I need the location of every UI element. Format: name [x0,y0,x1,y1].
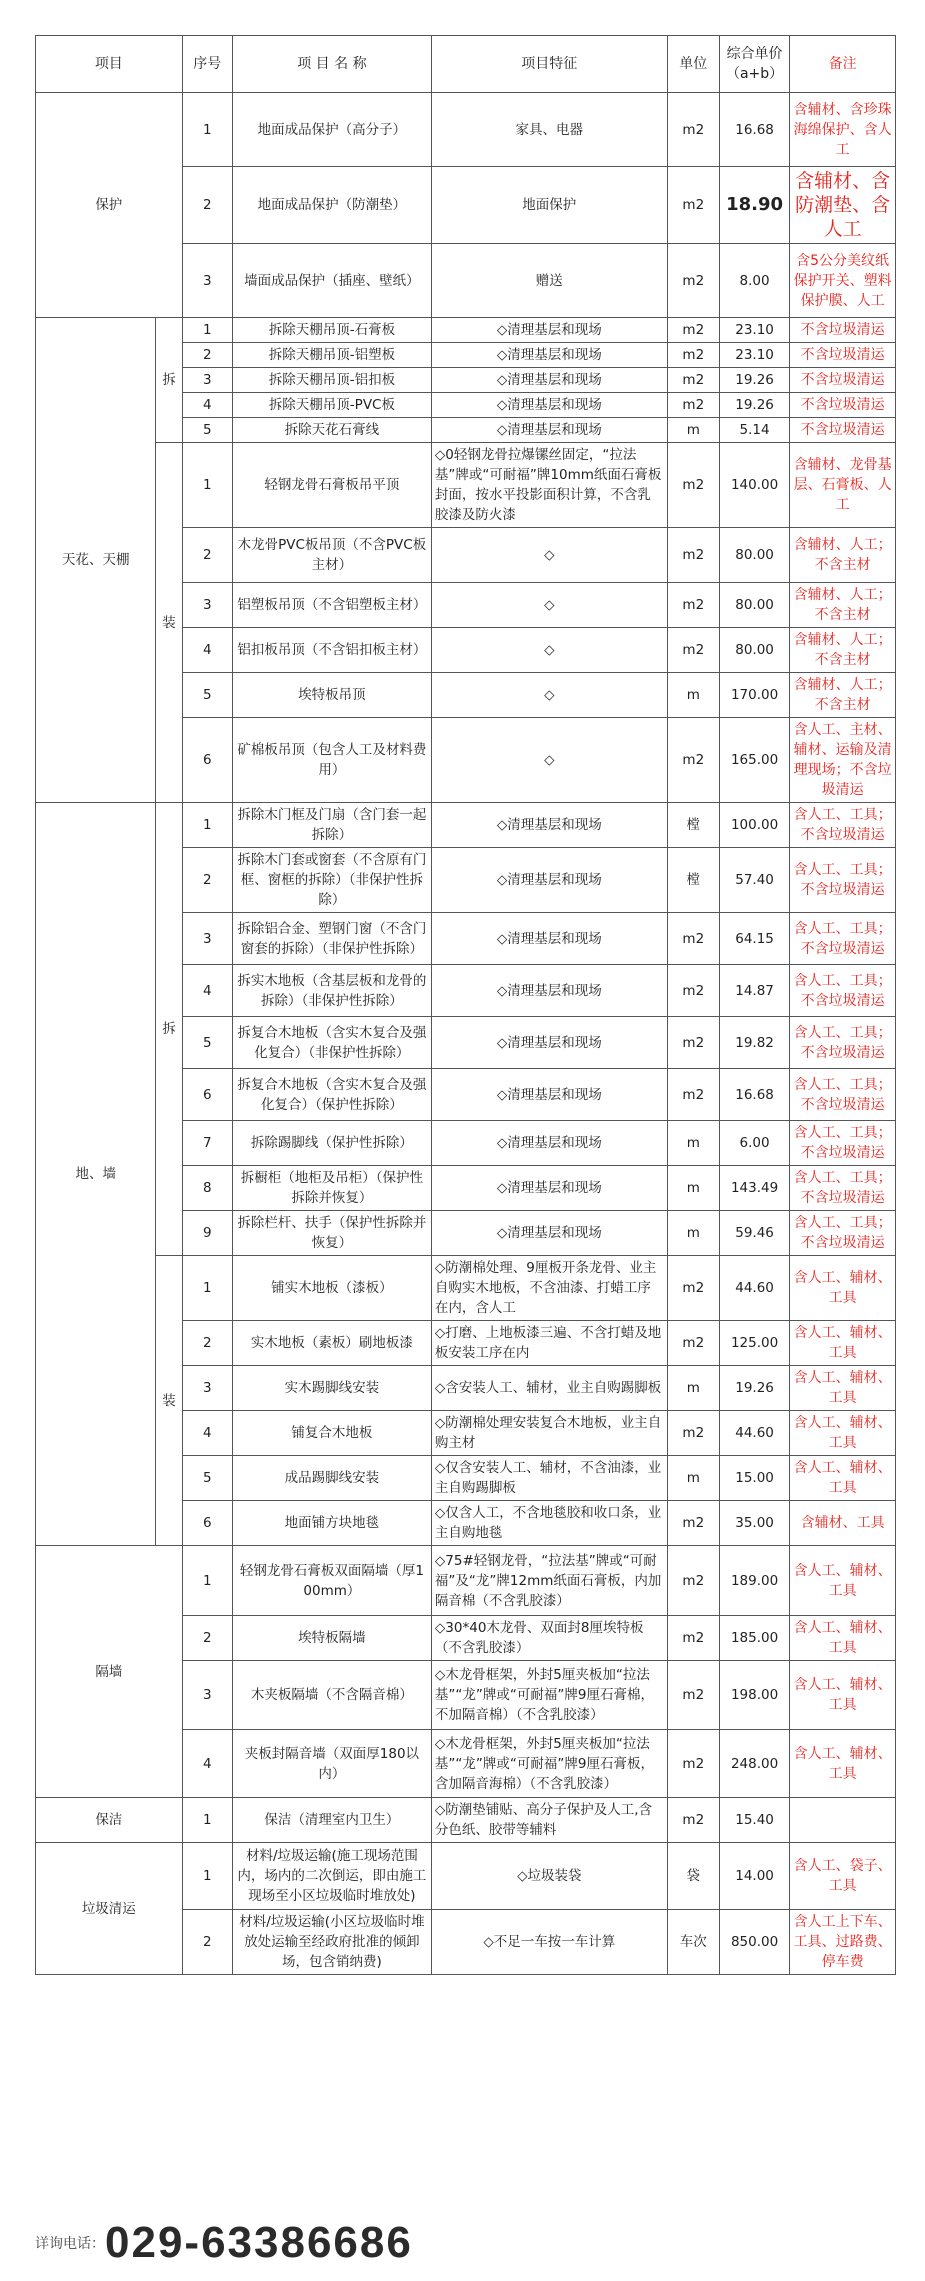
header-row [36,36,896,93]
row-feature: ◇ [431,628,667,673]
row-feature: ◇不足一车按一车计算 [431,1910,667,1975]
category-cell: 地、墙 [36,803,156,1546]
row-note: 含辅材、含防潮垫、含人工 [790,167,896,244]
row-name: 木夹板隔墙（不含隔音棉） [232,1661,431,1730]
row-name: 拆实木地板（含基层板和龙骨的拆除）（非保护性拆除） [232,965,431,1017]
row-price: 850.00 [719,1910,789,1975]
row-feature: 地面保护 [431,167,667,244]
header-unit: 单位 [667,36,719,93]
table-row [36,803,896,848]
row-unit: m2 [667,583,719,628]
subcategory-cell: 装 [156,443,182,803]
row-note [790,1798,896,1843]
row-feature: ◇清理基层和现场 [431,1211,667,1256]
row-price: 23.10 [719,318,789,343]
row-name: 地面铺方块地毯 [232,1501,431,1546]
row-unit: m [667,1166,719,1211]
row-no: 6 [182,1501,232,1546]
row-feature: ◇木龙骨框架，外封5厘夹板加“拉法基”“龙”牌或“可耐福”牌9厘石膏板，含加隔音海棉）（不含乳胶漆） [431,1730,667,1798]
table-row [36,443,896,528]
row-unit: m [667,1211,719,1256]
row-unit: m [667,1121,719,1166]
row-price: 14.87 [719,965,789,1017]
row-unit: m2 [667,1546,719,1616]
row-feature: ◇清理基层和现场 [431,1069,667,1121]
row-name: 轻钢龙骨石膏板双面隔墙（厚100mm） [232,1546,431,1616]
row-name: 拆除木门套或窗套（不含原有门框、窗框的拆除）（非保护性拆除） [232,848,431,913]
row-note: 含人工、工具；不含垃圾清运 [790,848,896,913]
row-unit: 樘 [667,848,719,913]
row-price: 57.40 [719,848,789,913]
row-note: 含辅材、人工；不含主材 [790,583,896,628]
table-row [36,1256,896,1321]
table-row [36,93,896,167]
row-unit: m2 [667,368,719,393]
row-no: 5 [182,1017,232,1069]
row-note: 含人工、辅材、工具 [790,1456,896,1501]
row-price: 35.00 [719,1501,789,1546]
row-unit: m2 [667,1730,719,1798]
row-no: 2 [182,1321,232,1366]
row-no: 1 [182,803,232,848]
row-unit: m2 [667,244,719,318]
row-feature: ◇含安装人工、辅材，业主自购踢脚板 [431,1366,667,1411]
row-no: 2 [182,528,232,583]
row-note: 含人工、工具；不含垃圾清运 [790,1017,896,1069]
row-no: 9 [182,1211,232,1256]
row-unit: m2 [667,1256,719,1321]
row-price: 198.00 [719,1661,789,1730]
row-unit: m [667,1456,719,1501]
row-feature: ◇0轻钢龙骨拉爆镙丝固定，“拉法基”牌或“可耐福”牌10mm纸面石膏板封面，按水平投影面积计算，不含乳胶漆及防火漆 [431,443,667,528]
row-price: 143.49 [719,1166,789,1211]
row-note: 含辅材、龙骨基层、石膏板、人工 [790,443,896,528]
row-no: 3 [182,1366,232,1411]
row-feature: ◇仅含人工，不含地毯胶和收口条，业主自购地毯 [431,1501,667,1546]
row-name: 拆除踢脚线（保护性拆除） [232,1121,431,1166]
row-feature: 家具、电器 [431,93,667,167]
row-note: 含人工、辅材、工具 [790,1321,896,1366]
subcategory-cell: 拆 [156,803,182,1256]
row-feature: ◇垃圾装袋 [431,1843,667,1910]
row-price: 44.60 [719,1256,789,1321]
row-name: 地面成品保护（高分子） [232,93,431,167]
header-no: 序号 [182,36,232,93]
row-note: 含人工、工具；不含垃圾清运 [790,803,896,848]
row-price: 170.00 [719,673,789,718]
table-row [36,1798,896,1843]
row-unit: m2 [667,318,719,343]
row-name: 拆除木门框及门扇（含门套一起拆除） [232,803,431,848]
row-no: 5 [182,418,232,443]
row-unit: m2 [667,167,719,244]
row-name: 铝扣板吊顶（不含铝扣板主材） [232,628,431,673]
row-price: 6.00 [719,1121,789,1166]
row-name: 拆除天棚吊顶-铝扣板 [232,368,431,393]
header-note: 备注 [790,36,896,93]
contact-phone [35,2218,413,2268]
row-name: 拆除天棚吊顶-铝塑板 [232,343,431,368]
row-no: 4 [182,1411,232,1456]
row-name: 铺实木地板（漆板） [232,1256,431,1321]
row-note: 含人工、袋子、工具 [790,1843,896,1910]
row-no: 2 [182,343,232,368]
row-note: 含人工、辅材、工具 [790,1546,896,1616]
row-price: 80.00 [719,528,789,583]
row-name: 拆除栏杆、扶手（保护性拆除并恢复） [232,1211,431,1256]
row-price: 5.14 [719,418,789,443]
row-no: 4 [182,965,232,1017]
row-name: 拆橱柜（地柜及吊柜）（保护性拆除并恢复） [232,1166,431,1211]
category-cell: 保护 [36,93,183,318]
row-name: 埃特板隔墙 [232,1616,431,1661]
row-name: 成品踢脚线安装 [232,1456,431,1501]
row-note: 含人工、主材、辅材、运输及清理现场；不含垃圾清运 [790,718,896,803]
row-feature: ◇木龙骨框架，外封5厘夹板加“拉法基”“龙”牌或“可耐福”牌9厘石膏棉，不加隔音棉）（不含乳胶漆） [431,1661,667,1730]
row-price: 14.00 [719,1843,789,1910]
row-no: 3 [182,583,232,628]
row-no: 8 [182,1166,232,1211]
row-price: 185.00 [719,1616,789,1661]
row-price: 8.00 [719,244,789,318]
row-no: 7 [182,1121,232,1166]
row-price: 80.00 [719,628,789,673]
row-note: 含人工、工具；不含垃圾清运 [790,913,896,965]
price-table [35,35,896,1975]
row-price: 23.10 [719,343,789,368]
table-row [36,318,896,343]
row-note: 含人工、辅材、工具 [790,1661,896,1730]
row-feature: ◇清理基层和现场 [431,318,667,343]
row-feature: ◇清理基层和现场 [431,965,667,1017]
row-note: 含人工、辅材、工具 [790,1411,896,1456]
table-row [36,1843,896,1910]
row-feature: ◇清理基层和现场 [431,418,667,443]
row-note: 不含垃圾清运 [790,393,896,418]
row-unit: m2 [667,1069,719,1121]
row-name: 拆除铝合金、塑钢门窗（不含门窗套的拆除）（非保护性拆除） [232,913,431,965]
row-name: 拆除天棚吊顶-PVC板 [232,393,431,418]
row-feature: 赠送 [431,244,667,318]
row-feature: ◇75#轻钢龙骨，“拉法基”牌或“可耐福”及“龙”牌12mm纸面石膏板，内加隔音棉（不含乳胶漆） [431,1546,667,1616]
row-no: 3 [182,1661,232,1730]
header-project: 项目 [36,36,183,93]
row-name: 铺复合木地板 [232,1411,431,1456]
row-unit: m [667,418,719,443]
row-price: 44.60 [719,1411,789,1456]
row-no: 1 [182,1798,232,1843]
row-unit: m2 [667,343,719,368]
row-feature: ◇防潮棉处理安装复合木地板，业主自购主材 [431,1411,667,1456]
row-name: 拆除天花石膏线 [232,418,431,443]
row-note: 含辅材、工具 [790,1501,896,1546]
phone-number: 029-63386686 [105,2218,413,2267]
row-price: 125.00 [719,1321,789,1366]
row-feature: ◇防潮垫铺贴、高分子保护及人工,含分色纸、胶带等辅料 [431,1798,667,1843]
row-unit: m [667,673,719,718]
row-no: 2 [182,167,232,244]
row-price: 189.00 [719,1546,789,1616]
row-price: 18.90 [719,167,789,244]
row-unit: m [667,1366,719,1411]
category-cell: 保洁 [36,1798,183,1843]
row-name: 地面成品保护（防潮垫） [232,167,431,244]
row-feature: ◇清理基层和现场 [431,1121,667,1166]
row-unit: m2 [667,1321,719,1366]
row-feature: ◇打磨、上地板漆三遍、不含打蜡及地板安装工序在内 [431,1321,667,1366]
row-unit: m2 [667,1501,719,1546]
row-unit: m2 [667,718,719,803]
row-price: 16.68 [719,1069,789,1121]
row-price: 140.00 [719,443,789,528]
row-note: 含人工、工具；不含垃圾清运 [790,1166,896,1211]
row-no: 1 [182,443,232,528]
row-note: 含辅材、人工；不含主材 [790,628,896,673]
row-note: 含辅材、含珍珠海绵保护、含人工 [790,93,896,167]
row-name: 轻钢龙骨石膏板吊平顶 [232,443,431,528]
row-price: 19.82 [719,1017,789,1069]
row-no: 5 [182,673,232,718]
row-note: 含人工、辅材、工具 [790,1366,896,1411]
row-price: 16.68 [719,93,789,167]
row-unit: m2 [667,1798,719,1843]
row-name: 矿棉板吊顶（包含人工及材料费用） [232,718,431,803]
row-note: 含人工、辅材、工具 [790,1730,896,1798]
row-name: 拆复合木地板（含实木复合及强化复合）（保护性拆除） [232,1069,431,1121]
row-note: 含人工、辅材、工具 [790,1256,896,1321]
row-feature: ◇清理基层和现场 [431,848,667,913]
row-feature: ◇ [431,528,667,583]
row-name: 木龙骨PVC板吊顶（不含PVC板主材） [232,528,431,583]
row-note: 含辅材、人工；不含主材 [790,673,896,718]
row-name: 埃特板吊顶 [232,673,431,718]
row-no: 4 [182,393,232,418]
table-row [36,1546,896,1616]
row-feature: ◇清理基层和现场 [431,368,667,393]
header-feature: 项目特征 [431,36,667,93]
row-no: 5 [182,1456,232,1501]
row-name: 实木踢脚线安装 [232,1366,431,1411]
row-feature: ◇仅含安装人工、辅材，不含油漆，业主自购踢脚板 [431,1456,667,1501]
row-note: 含5公分美纹纸保护开关、塑料保护膜、人工 [790,244,896,318]
row-unit: 袋 [667,1843,719,1910]
row-no: 6 [182,1069,232,1121]
row-no: 1 [182,318,232,343]
row-no: 3 [182,368,232,393]
row-no: 4 [182,628,232,673]
row-unit: m2 [667,93,719,167]
row-price: 19.26 [719,368,789,393]
row-feature: ◇清理基层和现场 [431,1166,667,1211]
header-name: 项 目 名 称 [232,36,431,93]
row-name: 拆复合木地板（含实木复合及强化复合）（非保护性拆除） [232,1017,431,1069]
category-cell: 垃圾清运 [36,1843,183,1975]
row-name: 材料/垃圾运输(施工现场范围内，场内的二次倒运，即由施工现场至小区垃圾临时堆放处) [232,1843,431,1910]
row-feature: ◇清理基层和现场 [431,803,667,848]
row-name: 夹板封隔音墙（双面厚180以内） [232,1730,431,1798]
row-name: 保洁（清理室内卫生） [232,1798,431,1843]
row-note: 不含垃圾清运 [790,368,896,393]
row-no: 2 [182,848,232,913]
row-price: 15.00 [719,1456,789,1501]
row-unit: m2 [667,443,719,528]
row-price: 248.00 [719,1730,789,1798]
subcategory-cell: 装 [156,1256,182,1546]
row-name: 铝塑板吊顶（不含铝塑板主材） [232,583,431,628]
row-feature: ◇清理基层和现场 [431,393,667,418]
row-no: 3 [182,913,232,965]
row-note: 含辅材、人工；不含主材 [790,528,896,583]
row-feature: ◇清理基层和现场 [431,913,667,965]
row-no: 4 [182,1730,232,1798]
row-note: 含人工、工具；不含垃圾清运 [790,1069,896,1121]
row-no: 2 [182,1616,232,1661]
row-name: 拆除天棚吊顶-石膏板 [232,318,431,343]
row-unit: m2 [667,528,719,583]
category-cell: 隔墙 [36,1546,183,1798]
row-unit: m2 [667,1411,719,1456]
row-unit: m2 [667,1661,719,1730]
row-unit: m2 [667,965,719,1017]
row-price: 15.40 [719,1798,789,1843]
contact-label: 详询电话： [35,2236,105,2252]
row-price: 100.00 [719,803,789,848]
row-price: 80.00 [719,583,789,628]
row-no: 1 [182,93,232,167]
row-no: 1 [182,1843,232,1910]
row-name: 材料/垃圾运输(小区垃圾临时堆放处运输至经政府批准的倾卸场，包含销纳费) [232,1910,431,1975]
row-no: 2 [182,1910,232,1975]
row-unit: 车次 [667,1910,719,1975]
subcategory-cell: 拆 [156,318,182,443]
row-unit: m2 [667,1616,719,1661]
row-note: 含人工、工具；不含垃圾清运 [790,965,896,1017]
row-feature: ◇30*40木龙骨、双面封8厘埃特板（不含乳胶漆） [431,1616,667,1661]
row-feature: ◇ [431,673,667,718]
row-note: 含人工、辅材、工具 [790,1616,896,1661]
row-price: 19.26 [719,1366,789,1411]
row-note: 含人工上下车、工具、过路费、停车费 [790,1910,896,1975]
row-price: 64.15 [719,913,789,965]
row-no: 6 [182,718,232,803]
row-feature: ◇ [431,583,667,628]
row-feature: ◇清理基层和现场 [431,1017,667,1069]
row-feature: ◇防潮棉处理、9厘板开条龙骨、业主自购实木地板，不含油漆、打蜡工序在内，含人工 [431,1256,667,1321]
row-feature: ◇ [431,718,667,803]
row-feature: ◇清理基层和现场 [431,343,667,368]
row-note: 含人工、工具；不含垃圾清运 [790,1121,896,1166]
row-note: 不含垃圾清运 [790,318,896,343]
row-no: 1 [182,1256,232,1321]
header-price: 综合单价（a+b） [719,36,789,93]
row-unit: m2 [667,393,719,418]
category-cell: 天花、天棚 [36,318,156,803]
row-price: 59.46 [719,1211,789,1256]
row-name: 墙面成品保护（插座、壁纸） [232,244,431,318]
row-note: 不含垃圾清运 [790,418,896,443]
row-unit: m2 [667,913,719,965]
row-unit: 樘 [667,803,719,848]
row-price: 165.00 [719,718,789,803]
row-price: 19.26 [719,393,789,418]
row-unit: m2 [667,1017,719,1069]
row-note: 不含垃圾清运 [790,343,896,368]
row-no: 1 [182,1546,232,1616]
row-unit: m2 [667,628,719,673]
price-table-body [36,36,896,1975]
row-note: 含人工、工具；不含垃圾清运 [790,1211,896,1256]
row-name: 实木地板（素板）刷地板漆 [232,1321,431,1366]
row-no: 3 [182,244,232,318]
